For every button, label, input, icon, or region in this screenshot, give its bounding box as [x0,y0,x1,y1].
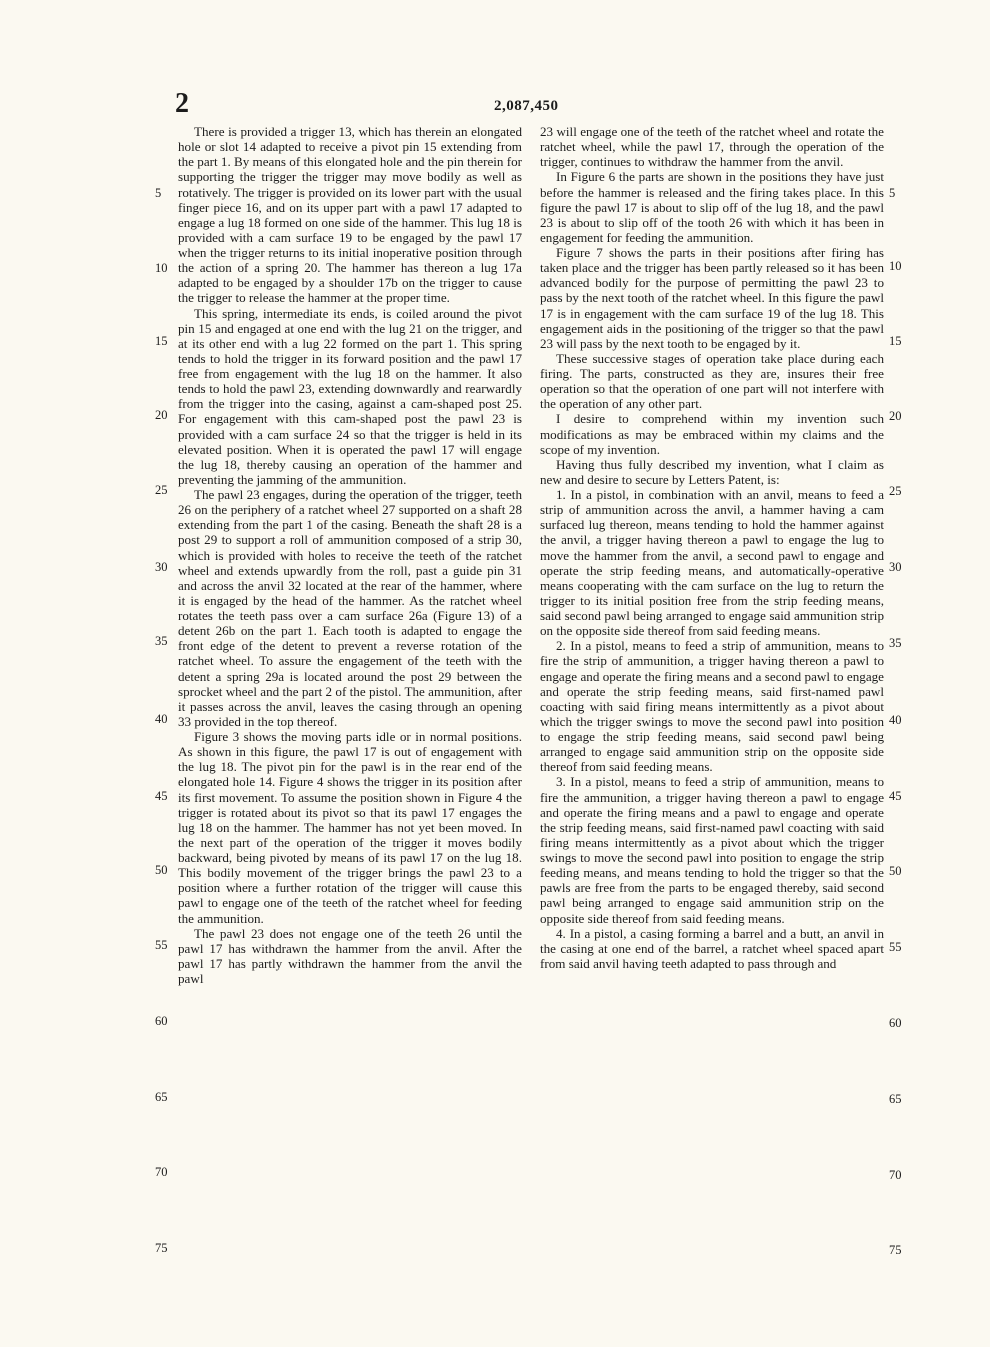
paragraph: 23 will engage one of the teeth of the ratchet wheel and rotate the ratchet wheel, while the pawl 17, through the operation of the trigger, continues to withdraw the hammer from the anvil. [540,124,884,170]
paragraph: In Figure 6 the parts are shown in the positions they have just before the hammer is released and the firing takes place. In this figure the pawl 17 is about to slip off of the lug 18, and the pawl 23 is about to slip off of the tooth 26 with which it has been in engagement for feeding the ammunition. [540,169,884,245]
patent-number: 2,087,450 [494,98,559,114]
line-number: 60 [889,1016,902,1030]
line-number: 65 [155,1090,168,1104]
line-number: 50 [889,864,902,878]
line-number: 70 [889,1168,902,1182]
line-number: 10 [889,259,902,273]
line-number: 75 [155,1241,168,1255]
line-number: 40 [889,713,902,727]
claim: 2. In a pistol, means to feed a strip of ammunition, means to fire the strip of ammunition, a trigger having thereon a pawl to engage and operate the firing means and a second pawl to engage and operate the strip feeding means, said first-named pawl coacting with said firing means intermittently as a pivot about which the trigger swings to move the second pawl into position to engage the strip feeding means, said second pawl being arranged to engage said ammunition strip on the opposite side thereof from said feeding means. [540,638,884,775]
line-number: 35 [889,636,902,650]
page-number: 2 [175,88,189,119]
line-number: 55 [155,938,168,952]
paragraph: This spring, intermediate its ends, is coiled around the pivot pin 15 and engaged at one end with the lug 21 on the trigger, and at its other end with a lug 22 formed on the part 1. This spring tends to hold the trigger in its forward position and the pawl 17 free from engagement with the lug 18 on the hammer. It also tends to hold the pawl 23, extending downwardly and rearwardly from the trigger into the casing, against a cam-shaped post 25. For engagement with this cam-shaped post the pawl 23 is provided with a cam surface 24 so that the trigger is held in its elevated position. When it is operated the pawl 17 will engage the lug 18, thereby causing an operation of the hammer and preventing the jamming of the ammunition. [178,305,522,487]
paragraph: I desire to comprehend within my invention such modifications as may be embraced within my claims and the scope of my invention. [540,411,884,457]
line-number: 45 [889,789,902,803]
line-number: 15 [889,334,902,348]
line-number: 15 [155,334,168,348]
paragraph: These successive stages of operation take place during each firing. The parts, constructed as they are, insures their free operation so that the operation of one part will not interfere with the operation of any other part. [540,350,884,412]
line-number: 30 [155,560,168,574]
line-number: 65 [889,1092,902,1106]
right-column [540,124,884,971]
line-number: 25 [155,483,168,497]
line-number: 35 [155,634,168,648]
paragraph: The pawl 23 does not engage one of the teeth 26 until the pawl 17 has withdrawn the hammer from the anvil. After the pawl 17 has partly withdrawn the hammer from the anvil the pawl [178,925,522,986]
line-number: 30 [889,560,902,574]
claim: 3. In a pistol, means to feed a strip of ammunition, means to fire the ammunition, a trigger having thereon a pawl to engage and operate the firing means and a pawl to engage and operate the strip feeding means, said first-named pawl coacting with said firing means intermittently as a pivot about which the trigger swings to move the second pawl into position to engage the strip feeding means, and means tending to hold the trigger so that the pawls are free from the parts to be engaged thereby, said second pawl being arranged to engage said ammunition strip on the opposite side thereof from said feeding means. [540,774,884,926]
line-number: 20 [889,409,902,423]
line-number: 60 [155,1014,168,1028]
line-number: 50 [155,863,168,877]
line-number: 25 [889,484,902,498]
paragraph: Figure 7 shows the parts in their positions after firing has taken place and the trigger has been partly released so it has been advanced bodily for the purpose of permitting the pawl 23 to pass by the next tooth of the ratchet wheel. In this figure the pawl 17 is in engagement with the cam surface 19 of the lug 18. This engagement aids in the positioning of the trigger so that the pawl 23 will pass by the next tooth to be engaged by it. [540,245,884,351]
line-number: 45 [155,789,168,803]
paragraph: Having thus fully described my invention, what I claim as new and desire to secure by Letters Patent, is: [540,456,884,487]
line-number: 75 [889,1243,902,1257]
line-number: 5 [889,186,896,200]
line-number: 5 [155,186,162,200]
line-number: 70 [155,1165,168,1179]
left-column [178,124,522,986]
line-number: 55 [889,940,902,954]
line-number: 10 [155,261,168,275]
paragraph: There is provided a trigger 13, which has therein an elongated hole or slot 14 adapted to receive a pivot pin 15 extending from the part 1. By means of this elongated hole and the pin therein for supporting the trigger the trigger may move bodily as well as rotatively. The trigger is provided on its lower part with the usual finger piece 16, and on its upper part with a pawl 17 adapted to engage a lug 18 formed on one side of the hammer. This lug 18 is provided with a cam surface 19 to be engaged by the pawl 17 when the trigger returns to its initial inoperative position through the action of a spring 20. The hammer has thereon a lug 17a adapted to be engaged by a shoulder 17b on the trigger to cause the trigger to release the hammer at the proper time. [178,124,522,306]
paragraph: The pawl 23 engages, during the operation of the trigger, teeth 26 on the periphery of a ratchet wheel 27 supported on a shaft 28 extending from the part 1 of the casing. Beneath the shaft 28 is a post 29 to support a roll of ammunition composed of a strip 30, which is provided with holes to receive the teeth of the ratchet wheel and extends upwardly from the roll, past a guide pin 31 and across the anvil 32 located at the rear of the hammer, where it is engaged by the head of the hammer. As the ratchet wheel rotates the teeth pass over a cam surface 26a (Figure 13) of a detent 26b on the part 1. Each tooth is adapted to engage the front edge of the detent to prevent a reverse rotation of the ratchet wheel. To assure the engagement of the teeth with the detent a spring 29a is located around the post 29 between the sprocket wheel and the part 2 of the pistol. The ammunition, after it passes across the anvil, leaves the casing through an opening 33 provided in the top thereof. [178,487,522,729]
paragraph: Figure 3 shows the moving parts idle or in normal positions. As shown in this figure, the pawl 17 is out of engagement with the lug 18. The pivot pin for the pawl is in the rear end of the elongated hole 14. Figure 4 shows the trigger in its position after its first movement. To assume the position shown in Figure 4 the trigger is rotated about its pivot so that its pawl 17 engages the lug 18 on the hammer. The hammer has not yet been moved. In the next part of the operation of the trigger it moves bodily backward, being pivoted by means of its pawl 17 on the lug 18. This bodily movement of the trigger brings the pawl 23 to a position where a further rotation of the trigger will cause this pawl to engage one of the teeth of the ratchet wheel for feeding the ammunition. [178,729,522,926]
claim: 1. In a pistol, in combination with an anvil, means to feed a strip of ammunition across the anvil, a hammer having a cam surfaced lug thereon, means tending to hold the hammer against the anvil, a trigger having thereon a pawl to engage the lug to move the hammer from the anvil, a second pawl to engage and operate the strip feeding means, and automatically-operative means cooperating with the cam surface on the lug to return the trigger to its initial position free from the strip feeding means, said second pawl being arranged to engage said ammunition strip on the opposite side thereof from said feeding means. [540,487,884,639]
claim: 4. In a pistol, a casing forming a barrel and a butt, an anvil in the casing at one end of the barrel, a ratchet wheel spaced apart from said anvil having teeth adapted to pass through and [540,925,884,971]
line-number: 20 [155,408,168,422]
line-number: 40 [155,712,168,726]
